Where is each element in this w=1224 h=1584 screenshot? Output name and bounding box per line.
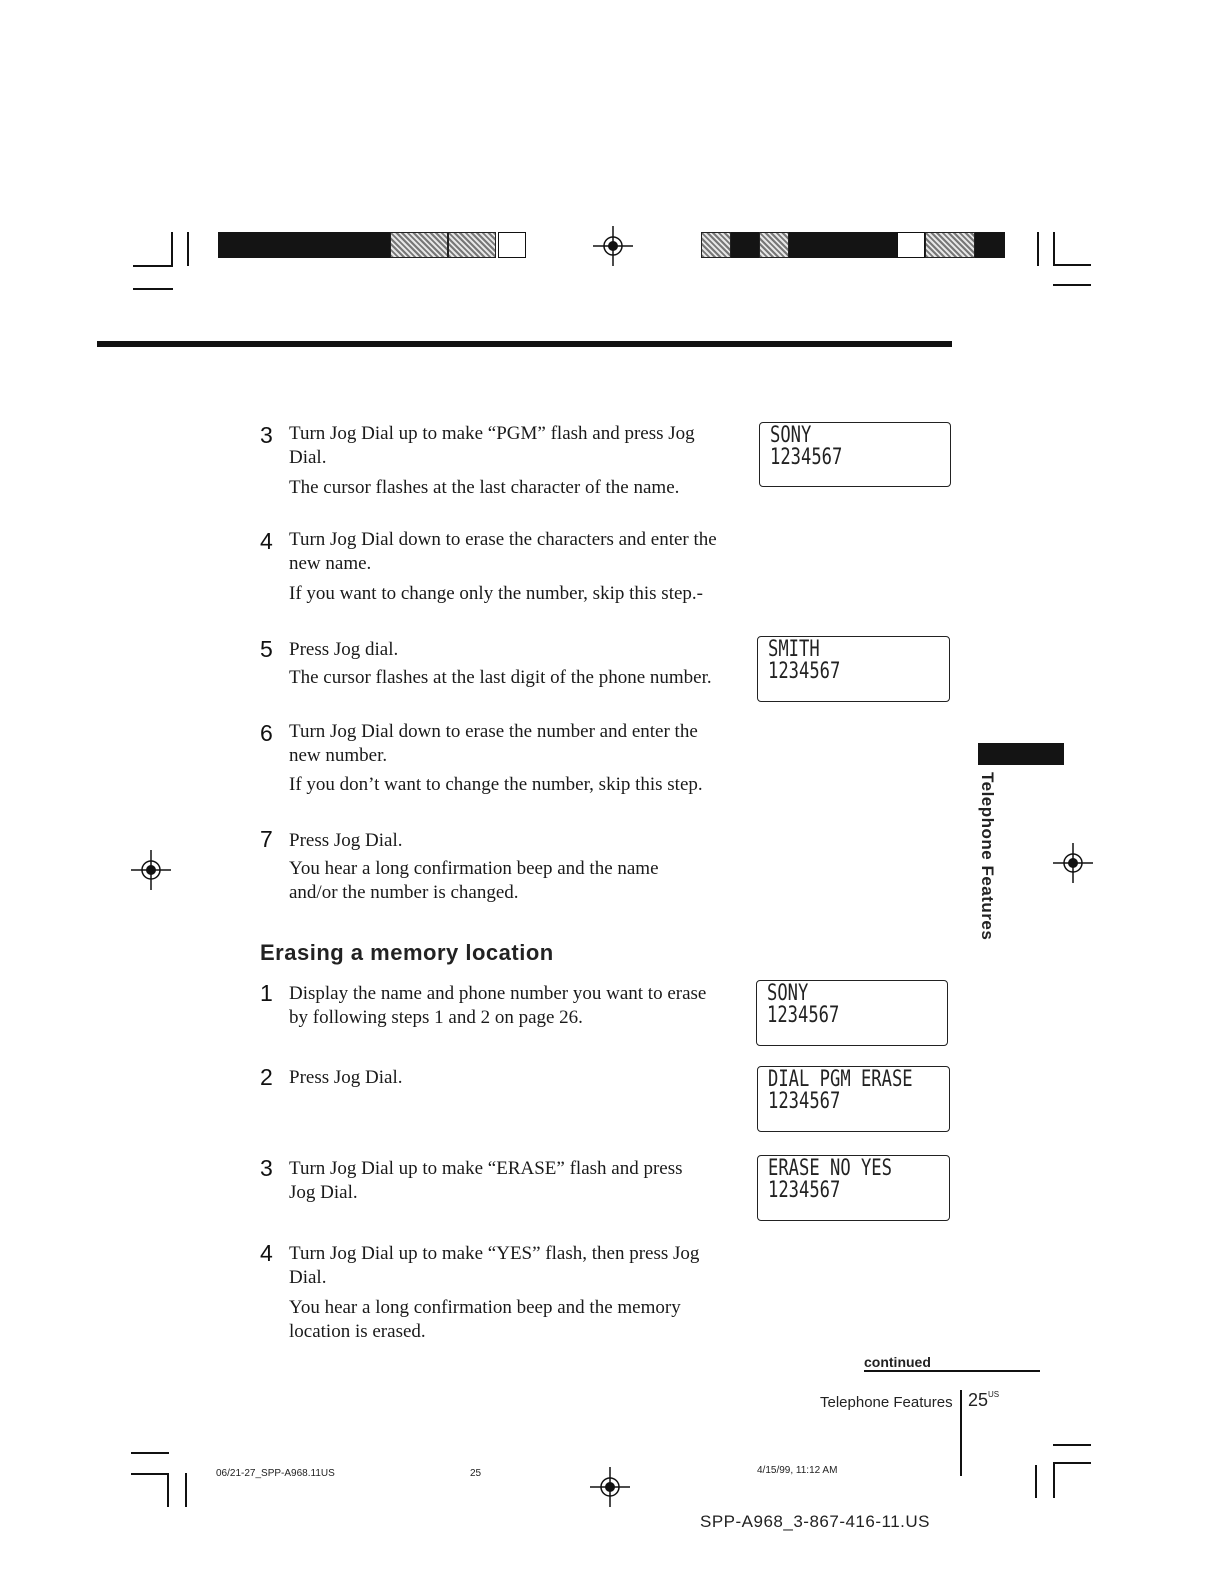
step-text: Press Jog Dial. (289, 830, 403, 851)
step-note: The cursor flashes at the last digit of the phone number. (289, 667, 712, 688)
print-timestamp: 4/15/99, 11:12 AM (757, 1465, 838, 1476)
step-text: Turn Jog Dial down to erase the characters and enter the new name. (289, 529, 717, 574)
registration-target-icon (590, 1467, 630, 1507)
crop-mark (1035, 1465, 1037, 1498)
step-number: 1 (260, 980, 273, 1006)
registration-patch (390, 232, 448, 258)
step-note: You hear a long confirmation beep and the name and/or the number is changed. (289, 858, 659, 903)
lcd-line-2: 1234567 (767, 1003, 840, 1028)
lcd-line-1: DIAL PGM ERASE (768, 1067, 913, 1092)
crop-mark (1053, 232, 1055, 266)
crop-mark (171, 232, 173, 266)
side-tab-label: Telephone Features (978, 772, 997, 941)
page-number-suffix: US (988, 1390, 1000, 1399)
step-note: If you want to change only the number, skip this step.- (289, 583, 703, 604)
crop-mark (1053, 264, 1091, 266)
document-code: SPP-A968_3-867-416-11.US (700, 1512, 930, 1531)
side-tab-marker (978, 743, 1064, 765)
step-number: 3 (260, 1155, 273, 1181)
registration-patch (897, 232, 925, 258)
lcd-line-1: ERASE NO YES (768, 1156, 892, 1181)
registration-target-icon (1053, 843, 1093, 883)
step-note: If you don’t want to change the number, skip this step. (289, 774, 703, 795)
registration-target-icon (131, 850, 171, 890)
step-number: 4 (260, 1240, 273, 1266)
page-number-value: 25 (968, 1390, 989, 1410)
footer-divider (960, 1390, 962, 1476)
crop-mark (131, 1452, 169, 1454)
registration-bar (975, 232, 1005, 258)
registration-patch (448, 232, 496, 258)
print-file-name: 06/21-27_SPP-A968.11US (216, 1468, 335, 1479)
page-number (968, 1390, 999, 1411)
crop-mark (185, 1473, 187, 1507)
crop-mark (187, 232, 189, 266)
lcd-display (756, 980, 948, 1046)
continued-rule (864, 1370, 1040, 1372)
print-page-number: 25 (470, 1468, 482, 1479)
lcd-display (757, 1155, 950, 1221)
crop-mark (133, 265, 173, 267)
lcd-line-1: SONY (770, 423, 812, 448)
registration-bar (789, 232, 897, 258)
step-number: 5 (260, 636, 273, 662)
registration-patch (925, 232, 975, 258)
registration-patch (759, 232, 789, 258)
crop-mark (1053, 1462, 1055, 1498)
lcd-line-2: 1234567 (770, 445, 843, 470)
step-text: Display the name and phone number you want to erase by following steps 1 and 2 on page 26. (289, 983, 707, 1028)
registration-bar (218, 232, 390, 258)
registration-patch (498, 232, 526, 258)
step-number: 7 (260, 826, 273, 852)
crop-mark (133, 288, 173, 290)
lcd-line-2: 1234567 (768, 1178, 841, 1203)
step-number: 2 (260, 1064, 273, 1090)
lcd-line-1: SONY (767, 981, 809, 1006)
crop-mark (131, 1473, 169, 1475)
step-number: 6 (260, 720, 273, 746)
crop-mark (1037, 232, 1039, 266)
crop-mark (1053, 1444, 1091, 1446)
lcd-display (757, 636, 950, 702)
continued-label: continued (864, 1354, 931, 1370)
section-heading: Erasing a memory location (260, 940, 554, 965)
step-number: 3 (260, 422, 273, 448)
lcd-display (757, 1066, 950, 1132)
step-text: Turn Jog Dial up to make “ERASE” flash and press Jog Dial. (289, 1158, 683, 1203)
step-text: Turn Jog Dial up to make “YES” flash, then press Jog Dial. (289, 1243, 700, 1288)
lcd-line-1: SMITH (768, 637, 820, 662)
step-note: You hear a long confirmation beep and the memory location is erased. (289, 1297, 681, 1342)
step-text: Press Jog dial. (289, 639, 399, 660)
crop-mark (167, 1473, 169, 1507)
registration-patch (701, 232, 731, 258)
step-number: 4 (260, 528, 273, 554)
step-note: The cursor flashes at the last character of the name. (289, 477, 680, 498)
lcd-display (759, 422, 951, 487)
crop-mark (1053, 284, 1091, 286)
footer-section-name: Telephone Features (820, 1394, 953, 1411)
crop-mark (1053, 1462, 1091, 1464)
step-text: Turn Jog Dial down to erase the number and enter the new number. (289, 721, 698, 766)
lcd-line-2: 1234567 (768, 659, 841, 684)
registration-bar (731, 232, 759, 258)
lcd-line-2: 1234567 (768, 1089, 841, 1114)
registration-target-icon (593, 226, 633, 266)
step-text: Press Jog Dial. (289, 1067, 403, 1088)
step-text: Turn Jog Dial up to make “PGM” flash and press Jog Dial. (289, 423, 695, 468)
header-rule (97, 341, 952, 347)
